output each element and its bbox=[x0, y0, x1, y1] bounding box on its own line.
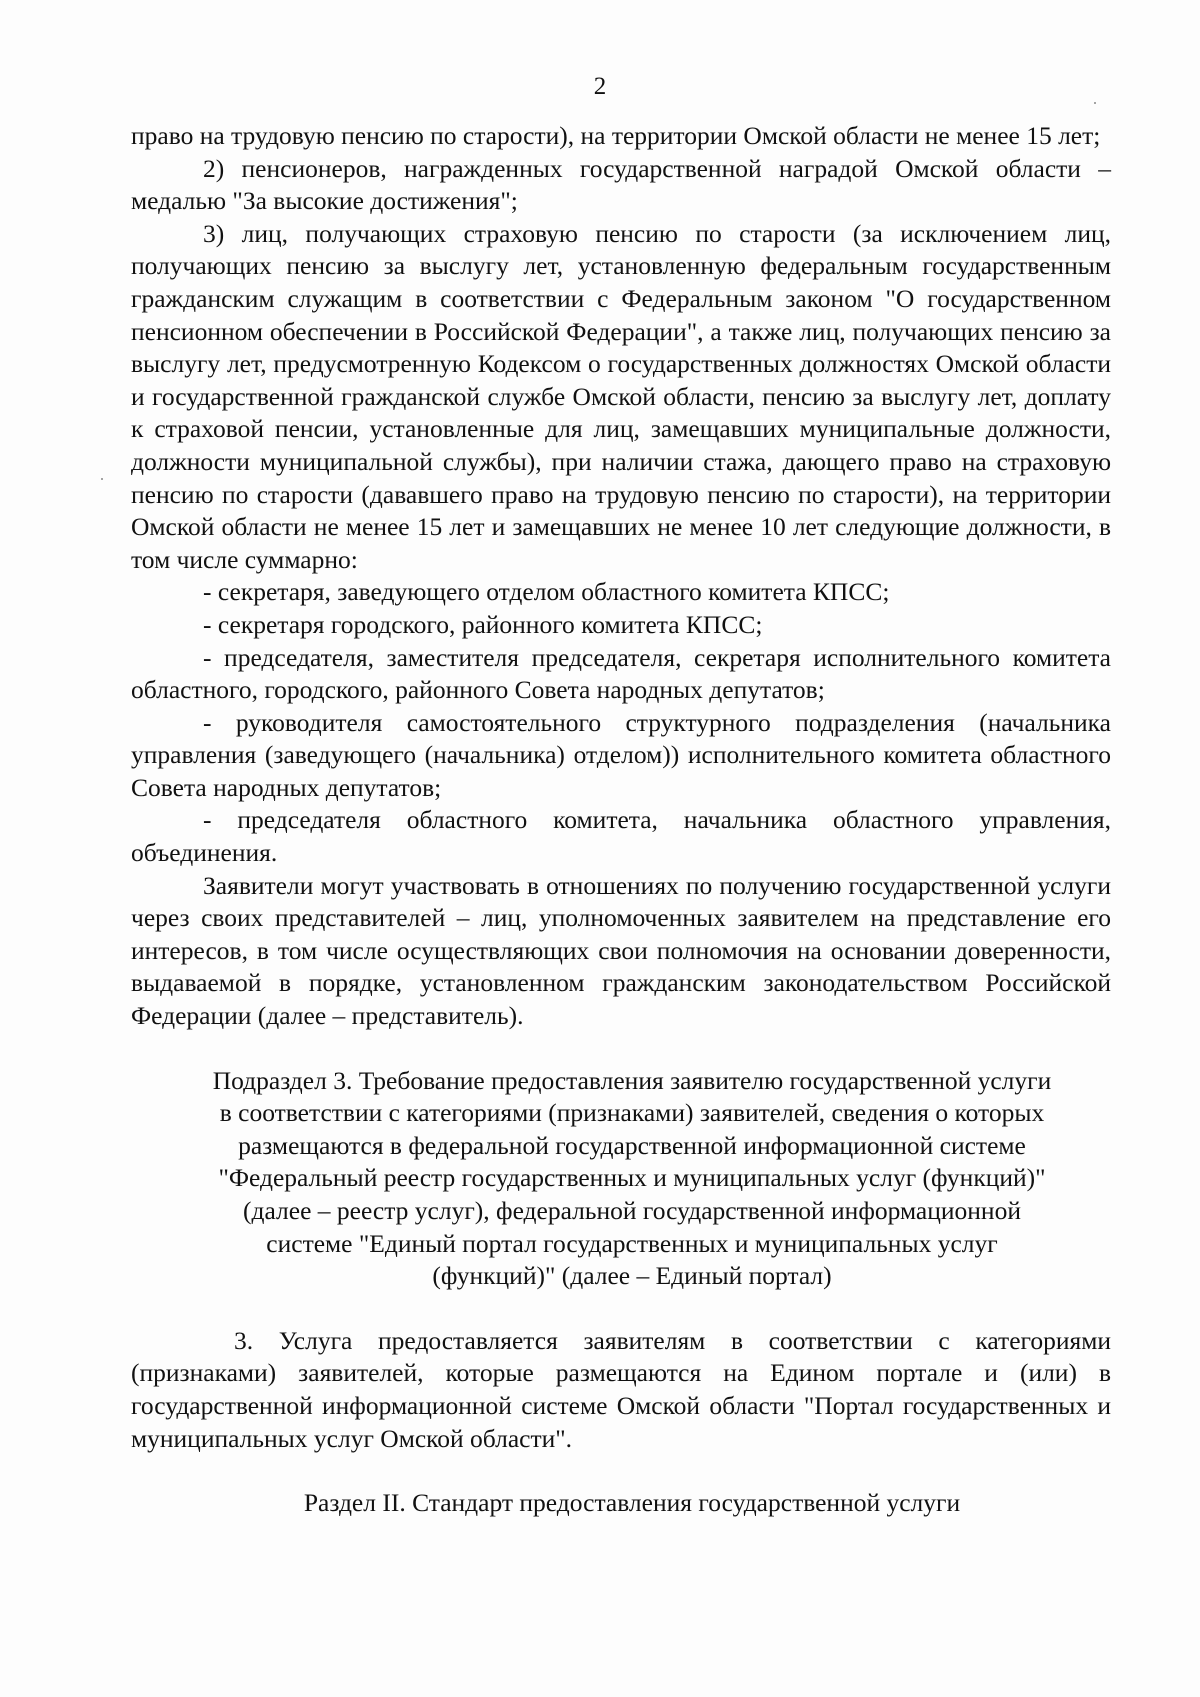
subsection-heading-line: в соответствии с категориями (признаками) заявителей, сведения о которых bbox=[219, 1098, 1045, 1128]
document-body bbox=[131, 120, 1111, 1520]
list-item-committee-chair: - председателя областного комитета, начальника областного управления, объединения. bbox=[131, 805, 1111, 868]
paragraph-item-2: 2) пенсионеров, награжденных государственной наградой Омской области – медалью "За высокие достижения"; bbox=[131, 153, 1111, 216]
subsection-heading-line: (функций)" (далее – Единый портал) bbox=[432, 1261, 832, 1291]
subsection-heading-line: Подраздел 3. Требование предоставления заявителю государственной услуги bbox=[212, 1065, 1052, 1095]
page-number: 2 bbox=[593, 73, 607, 100]
paragraph-continuation: право на трудовую пенсию по старости), на территории Омской области не менее 15 лет; bbox=[131, 121, 1101, 150]
subsection-heading-line: (далее – реестр услуг), федеральной государственной информационной bbox=[243, 1196, 1021, 1225]
subsection-heading-line: "Федеральный реестр государственных и муниципальных услуг (функций)" bbox=[218, 1163, 1046, 1193]
scan-speck bbox=[101, 478, 103, 480]
section-heading: Раздел II. Стандарт предоставления государственной услуги bbox=[303, 1488, 961, 1518]
list-item-party-secretary: - секретаря, заведующего отделом областного комитета КПСС; bbox=[203, 577, 890, 607]
spacer bbox=[131, 1455, 1111, 1487]
list-item-department-head: - руководителя самостоятельного структурного подразделения (начальника управления (заведующего (начальника) отделом)) исполнительного комитета областного Совета народных депутатов; bbox=[131, 707, 1111, 802]
subsection-heading bbox=[131, 1065, 1111, 1293]
paragraph-representatives: Заявители могут участвовать в отношениях по получению государственной услуги через своих представителей – лиц, уполномоченных заявителем на представление его интересов, в том числе осуществляющих свои полномочия на основании доверенности, выдаваемой в порядке, установленном гражданским законодательством Российской Федерации (далее – представитель). bbox=[131, 870, 1111, 1031]
paragraph-item-3: 3) лиц, получающих страховую пенсию по старости (за исключением лиц, получающих пенсию за выслугу лет, установленную федеральным государственным гражданским служащим в соответствии с Федеральным законом "О государственном пенсионном обеспечении в Российской Федерации", а также лиц, получающих пенсию за выслугу лет, предусмотренную Кодексом о государственных должностях Омской области и государственной гражданской службе Омской области, пенсию за выслугу лет, доплату к страховой пенсии, установленные для лиц, замещавших муниципальные должности, должности муниципальной службы), при наличии стажа, дающего право на страховую пенсию по старости (дававшего право на трудовую пенсию по старости), на территории Омской области не менее 15 лет и замещавших не менее 10 лет следующие должности, в том числе суммарно: bbox=[131, 218, 1111, 574]
scan-speck bbox=[1094, 102, 1096, 104]
spacer bbox=[131, 1033, 1111, 1065]
list-item-executive-committee: - председателя, заместителя председателя, секретаря исполнительного комитета областного, городского, районного Совета народных депутатов; bbox=[131, 642, 1111, 705]
subsection-heading-line: размещаются в федеральной государственной информационной системе bbox=[238, 1130, 1026, 1160]
paragraph-item-3-service: 3. Услуга предоставляется заявителям в соответствии с категориями (признаками) заявителей, которые размещаются на Едином портале и (или) в государственной информационной системе Омской области "Портал государственных и муниципальных услуг Омской области". bbox=[131, 1325, 1111, 1453]
spacer bbox=[131, 1293, 1111, 1325]
subsection-heading-line: системе "Единый портал государственных и муниципальных услуг bbox=[266, 1228, 998, 1258]
list-item-city-secretary: - секретаря городского, районного комитета КПСС; bbox=[203, 609, 763, 639]
